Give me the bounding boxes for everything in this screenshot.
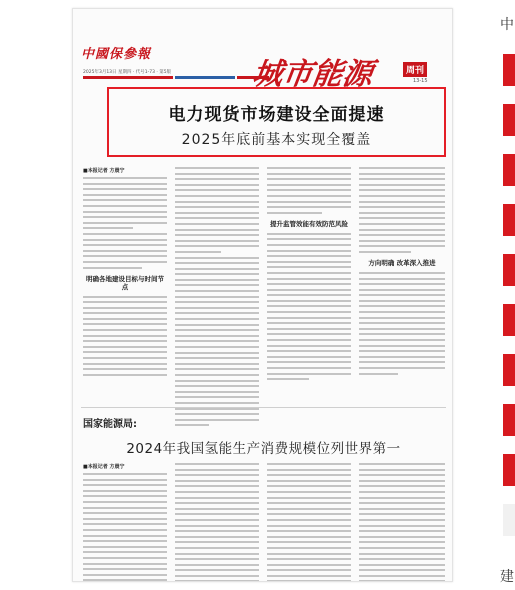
weekly-badge: 周刊 bbox=[403, 62, 427, 77]
article2-column-1 bbox=[83, 463, 167, 582]
article1-text-block bbox=[83, 177, 167, 269]
side-tab[interactable] bbox=[503, 54, 515, 86]
side-tab[interactable] bbox=[503, 454, 515, 486]
article1-text-block bbox=[267, 233, 351, 380]
article1-subhead-1: 明确各地建设目标与时间节点 bbox=[86, 274, 164, 291]
article1-column-2 bbox=[175, 167, 259, 430]
side-tab[interactable] bbox=[503, 254, 515, 286]
headline-sub: 2025年底前基本实现全覆盖 bbox=[181, 132, 372, 148]
article1-text-block bbox=[359, 272, 445, 375]
headline-highlight[interactable] bbox=[107, 87, 446, 157]
article1-text-block bbox=[359, 167, 445, 253]
side-tab[interactable] bbox=[503, 304, 515, 336]
article2-byline: ■本报记者 方晨宁 bbox=[83, 464, 125, 470]
headline-main: 电力现货市场建设全面提速 bbox=[168, 105, 385, 125]
side-tab[interactable] bbox=[503, 354, 515, 386]
side-panel-char-top: 中 bbox=[500, 17, 514, 33]
side-tab[interactable] bbox=[503, 504, 515, 536]
article1-column-1 bbox=[83, 167, 167, 379]
article1-subhead-3: 方向明确 改革深入推进 bbox=[368, 258, 436, 267]
side-tab-strip[interactable] bbox=[503, 46, 515, 534]
article1-subhead-2: 提升监管效能有效防范风险 bbox=[270, 219, 348, 228]
article2-text-block bbox=[175, 463, 259, 582]
article2-column-4 bbox=[359, 463, 445, 582]
newspaper-page bbox=[72, 8, 453, 582]
article2-kicker: 国家能源局: bbox=[83, 419, 137, 430]
side-panel-char-bottom: 建 bbox=[500, 569, 514, 585]
masthead bbox=[73, 9, 453, 92]
newspaper-logo: 中國保參報 bbox=[81, 47, 152, 62]
article2-text-block bbox=[359, 463, 445, 582]
article1-text-block bbox=[83, 296, 167, 376]
article1-byline: ■本报记者 方晨宁 bbox=[83, 168, 125, 174]
masthead-color-bar bbox=[83, 76, 269, 79]
side-tab[interactable] bbox=[503, 404, 515, 436]
article1-text-block bbox=[267, 167, 351, 214]
side-tab[interactable] bbox=[503, 154, 515, 186]
article2-column-2 bbox=[175, 463, 259, 582]
article2-title[interactable]: 2024年我国氢能生产消费规模位列世界第一 bbox=[126, 441, 401, 457]
article2-text-block bbox=[83, 473, 167, 582]
side-tab[interactable] bbox=[503, 204, 515, 236]
side-tab[interactable] bbox=[503, 104, 515, 136]
article1-column-3 bbox=[267, 167, 351, 384]
article1-column-4 bbox=[359, 167, 445, 378]
article1-text-block bbox=[175, 167, 259, 426]
article2-text-block bbox=[267, 463, 351, 582]
column-name: 城市能源 bbox=[250, 57, 375, 92]
section-divider bbox=[81, 407, 446, 408]
page-number: 13-15 bbox=[413, 78, 428, 84]
date-line: 2025年3月13日 星期四 · 代号1-73 · 第5版 bbox=[83, 70, 172, 75]
article2-column-3 bbox=[267, 463, 351, 582]
